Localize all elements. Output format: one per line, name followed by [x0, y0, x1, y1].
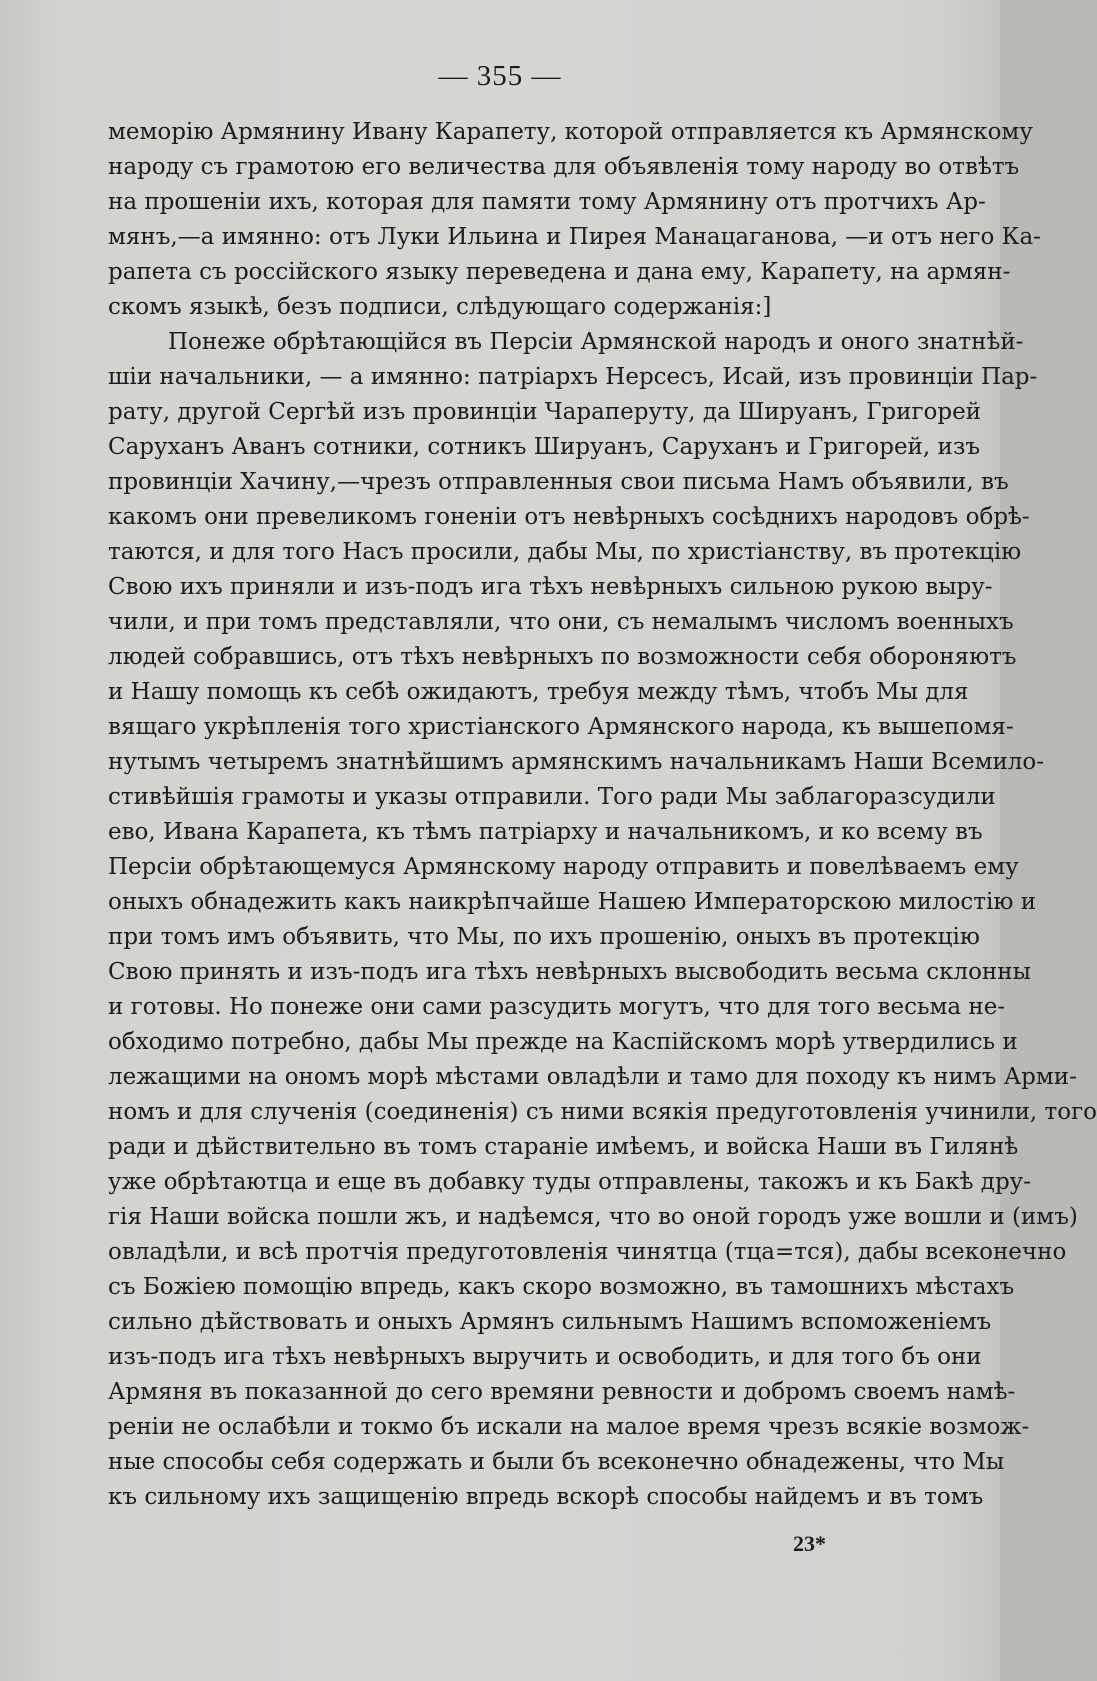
signature-mark: 23* — [793, 1531, 826, 1556]
text-line: меморію Армянину Ивану Карапету, которой отправляется къ Армянскому — [108, 119, 1033, 145]
text-line: реніи не ослабѣли и токмо бъ искали на малое время чрезъ всякіе возмож- — [108, 1414, 1030, 1440]
body-text — [108, 110, 1097, 1530]
text-line: мянъ,—а имянно: отъ Луки Ильина и Пирея Манацаганова, —и отъ него Ка- — [108, 224, 1041, 250]
text-line: вящаго укрѣпленія того христіанского Армянского народа, къ вышепомя- — [108, 714, 1014, 740]
text-line: народу съ грамотою его величества для объявленія тому народу во отвѣтъ — [108, 154, 1020, 180]
text-line: съ Божіею помощію впредь, какъ скоро возможно, въ тамошнихъ мѣстахъ — [108, 1274, 1015, 1300]
page-number: — 355 — — [438, 60, 562, 92]
text-line: и готовы. Но понеже они сами разсудить могутъ, что для того весьма не- — [108, 994, 1006, 1020]
text-line: ради и дѣйствительно въ томъ стараніе имѣемъ, и войска Наши въ Гилянѣ — [108, 1134, 1019, 1160]
text-line: ево, Ивана Карапета, къ тѣмъ патріарху и начальникомъ, и ко всему въ — [108, 819, 983, 845]
text-line: Свою ихъ приняли и изъ-подъ ига тѣхъ невѣрныхъ сильною рукою выру- — [108, 574, 993, 600]
text-line: рапета съ россійского языку переведена и дана ему, Карапету, на армян- — [108, 259, 1011, 285]
text-line: Армяня въ показанной до сего времяни ревности и добромъ своемъ намѣ- — [108, 1379, 1016, 1405]
text-line: къ сильному ихъ защищенію впредь вскорѣ способы найдемъ и въ томъ — [108, 1484, 984, 1510]
text-line: гія Наши войска пошли жъ, и надѣемся, что во оной городъ уже вошли и (имъ) — [108, 1204, 1078, 1230]
text-line: людей собравшись, отъ тѣхъ невѣрныхъ по возможности себя обороняютъ — [108, 644, 1017, 670]
text-line: изъ-подъ ига тѣхъ невѣрныхъ выручить и освободить, и для того бъ они — [108, 1344, 982, 1370]
text-line: таются, и для того Насъ просили, дабы Мы, по христіанству, въ протекцію — [108, 539, 1022, 565]
text-line: Свою принять и изъ-подъ ига тѣхъ невѣрныхъ высвободить весьма склонны — [108, 959, 1031, 985]
text-line: стивѣйшія грамоты и указы отправили. Того ради Мы заблагоразсудили — [108, 784, 996, 810]
text-line: и Нашу помощь къ себѣ ожидаютъ, требуя между тѣмъ, чтобъ Мы для — [108, 679, 969, 705]
text-line: на прошеніи ихъ, которая для памяти тому Армянину отъ протчихъ Ар- — [108, 189, 986, 215]
text-line: провинціи Хачину,—чрезъ отправленныя свои письма Намъ объявили, въ — [108, 469, 1009, 495]
text-line: какомъ они превеликомъ гоненіи отъ невѣрныхъ сосѣднихъ народовъ обрѣ- — [108, 504, 1030, 530]
text-line: скомъ языкѣ, безъ подписи, слѣдующаго содержанія:] — [108, 294, 772, 320]
text-line: уже обрѣтаютца и еще въ добавку туды отправлены, такожъ и къ Бакѣ дру- — [108, 1169, 1031, 1195]
text-line: овладѣли, и всѣ протчія предуготовленія чинятца (тца=тся), дабы всеконечно — [108, 1239, 1067, 1265]
text-line: шіи начальники, — а имянно: патріархъ Нерсесъ, Исай, изъ провинціи Пар- — [108, 364, 1038, 390]
text-line: Понеже обрѣтающійся въ Персіи Армянской народъ и оного знатнѣй- — [168, 329, 1024, 355]
text-line: Персіи обрѣтающемуся Армянскому народу отправить и повелѣваемъ ему — [108, 854, 1019, 880]
text-line: рату, другой Сергѣй изъ провинціи Чараперуту, да Шируанъ, Григорей — [108, 399, 982, 425]
text-line: сильно дѣйствовать и оныхъ Армянъ сильнымъ Нашимъ вспоможеніемъ — [108, 1309, 992, 1335]
text-line: Саруханъ Аванъ сотники, сотникъ Шируанъ, Саруханъ и Григорей, изъ — [108, 434, 981, 460]
text-line: ные способы себя содержать и были бъ всеконечно обнадежены, что Мы — [108, 1449, 1005, 1475]
text-line: при томъ имъ объявить, что Мы, по ихъ прошенію, оныхъ въ протекцію — [108, 924, 980, 950]
text-line: обходимо потребно, дабы Мы прежде на Каспійскомъ морѣ утвердились и — [108, 1029, 1018, 1055]
text-line: номъ и для слученія (соединенія) съ ними всякія предуготовленія учинили, того — [108, 1099, 1097, 1125]
text-line: оныхъ обнадежить какъ наикрѣпчайше Нашею Императорскою милостію и — [108, 889, 1037, 915]
text-line: нутымъ четыремъ знатнѣйшимъ армянскимъ начальникамъ Наши Всемило- — [108, 749, 1045, 775]
text-line: лежащими на ономъ морѣ мѣстами овладѣли и тамо для походу къ нимъ Арми- — [108, 1064, 1077, 1090]
text-line: чили, и при томъ представляли, что они, съ немалымъ числомъ военныхъ — [108, 609, 1014, 635]
